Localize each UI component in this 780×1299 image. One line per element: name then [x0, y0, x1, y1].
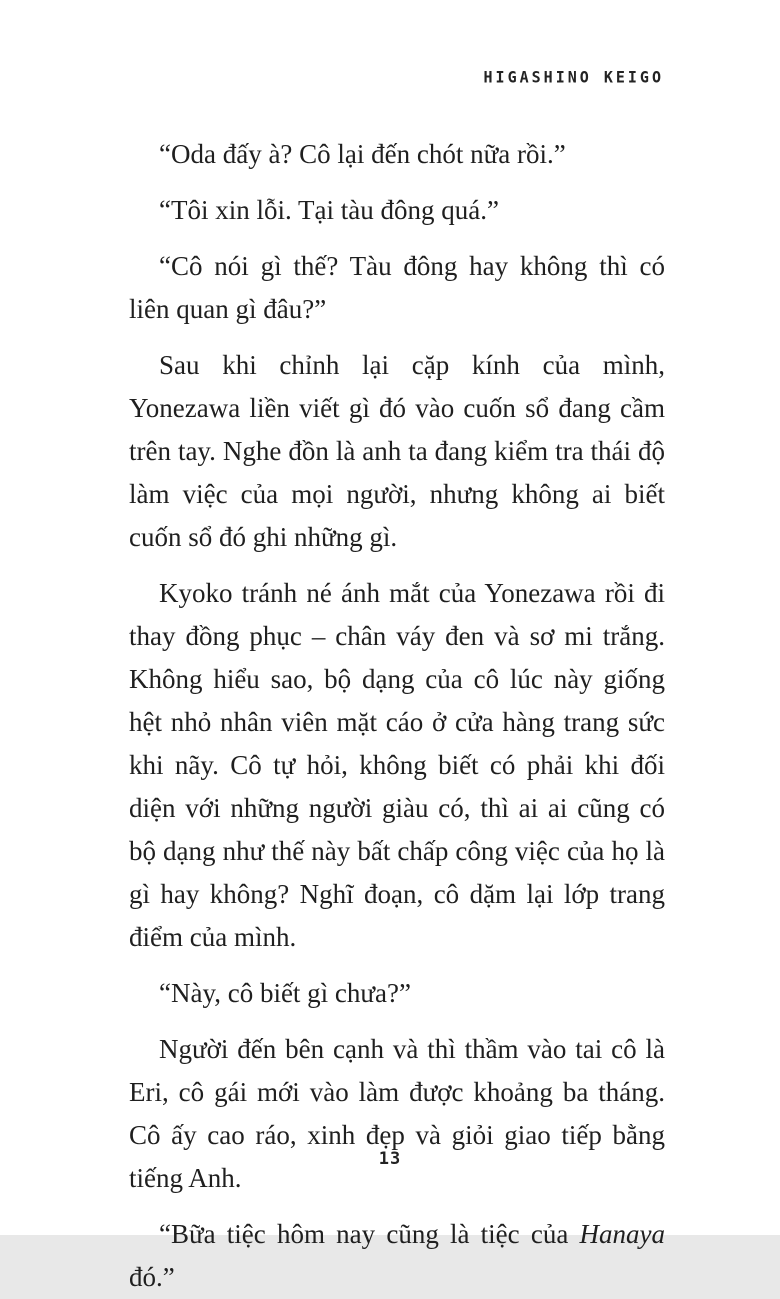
paragraph-dialogue-1: “Oda đấy à? Cô lại đến chót nữa rồi.” [159, 139, 566, 169]
paragraph-narration-2: Kyoko tránh né ánh mắt của Yonezawa rồi đi thay đồng phục – chân váy đen và sơ mi trắng. Không hiểu sao, bộ dạng của cô lúc này giống hệt nhỏ nhân viên mặt cáo ở cửa hàng trang sức khi nãy. Cô tự hỏi, không biết có phải khi đối diện với những người giàu có, thì ai ai cũng có bộ dạng như thế này bất chấp công việc của họ là gì hay không? Nghĩ đoạn, cô dặm lại lớp trang điểm của mình. [129, 578, 665, 952]
paragraph-dialogue-5 [129, 1213, 665, 1299]
dialogue-5-suffix: đó.” [129, 1262, 175, 1292]
paragraph-dialogue-4: “Này, cô biết gì chưa?” [159, 978, 412, 1008]
dialogue-5-italic-name: Hanaya [579, 1219, 665, 1249]
paragraph-narration-3: Người đến bên cạnh và thì thầm vào tai cô là Eri, cô gái mới vào làm được khoảng ba tháng. Cô ấy cao ráo, xinh đẹp và giỏi giao tiếp bằng tiếng Anh. [129, 1034, 665, 1193]
dialogue-5-prefix: “Bữa tiệc hôm nay cũng là tiệc của [159, 1219, 580, 1249]
running-header: HIGASHINO KEIGO [483, 67, 664, 87]
paragraph-dialogue-2: “Tôi xin lỗi. Tại tàu đông quá.” [159, 195, 499, 225]
body-text [129, 133, 665, 1299]
paragraph-dialogue-3: “Cô nói gì thế? Tàu đông hay không thì có liên quan gì đâu?” [129, 251, 665, 324]
page-number: 13 [378, 1149, 402, 1169]
paragraph-narration-1: Sau khi chỉnh lại cặp kính của mình, Yonezawa liền viết gì đó vào cuốn sổ đang cầm trên tay. Nghe đồn là anh ta đang kiểm tra thái độ làm việc của mọi người, nhưng không ai biết cuốn sổ đó ghi những gì. [129, 350, 665, 552]
